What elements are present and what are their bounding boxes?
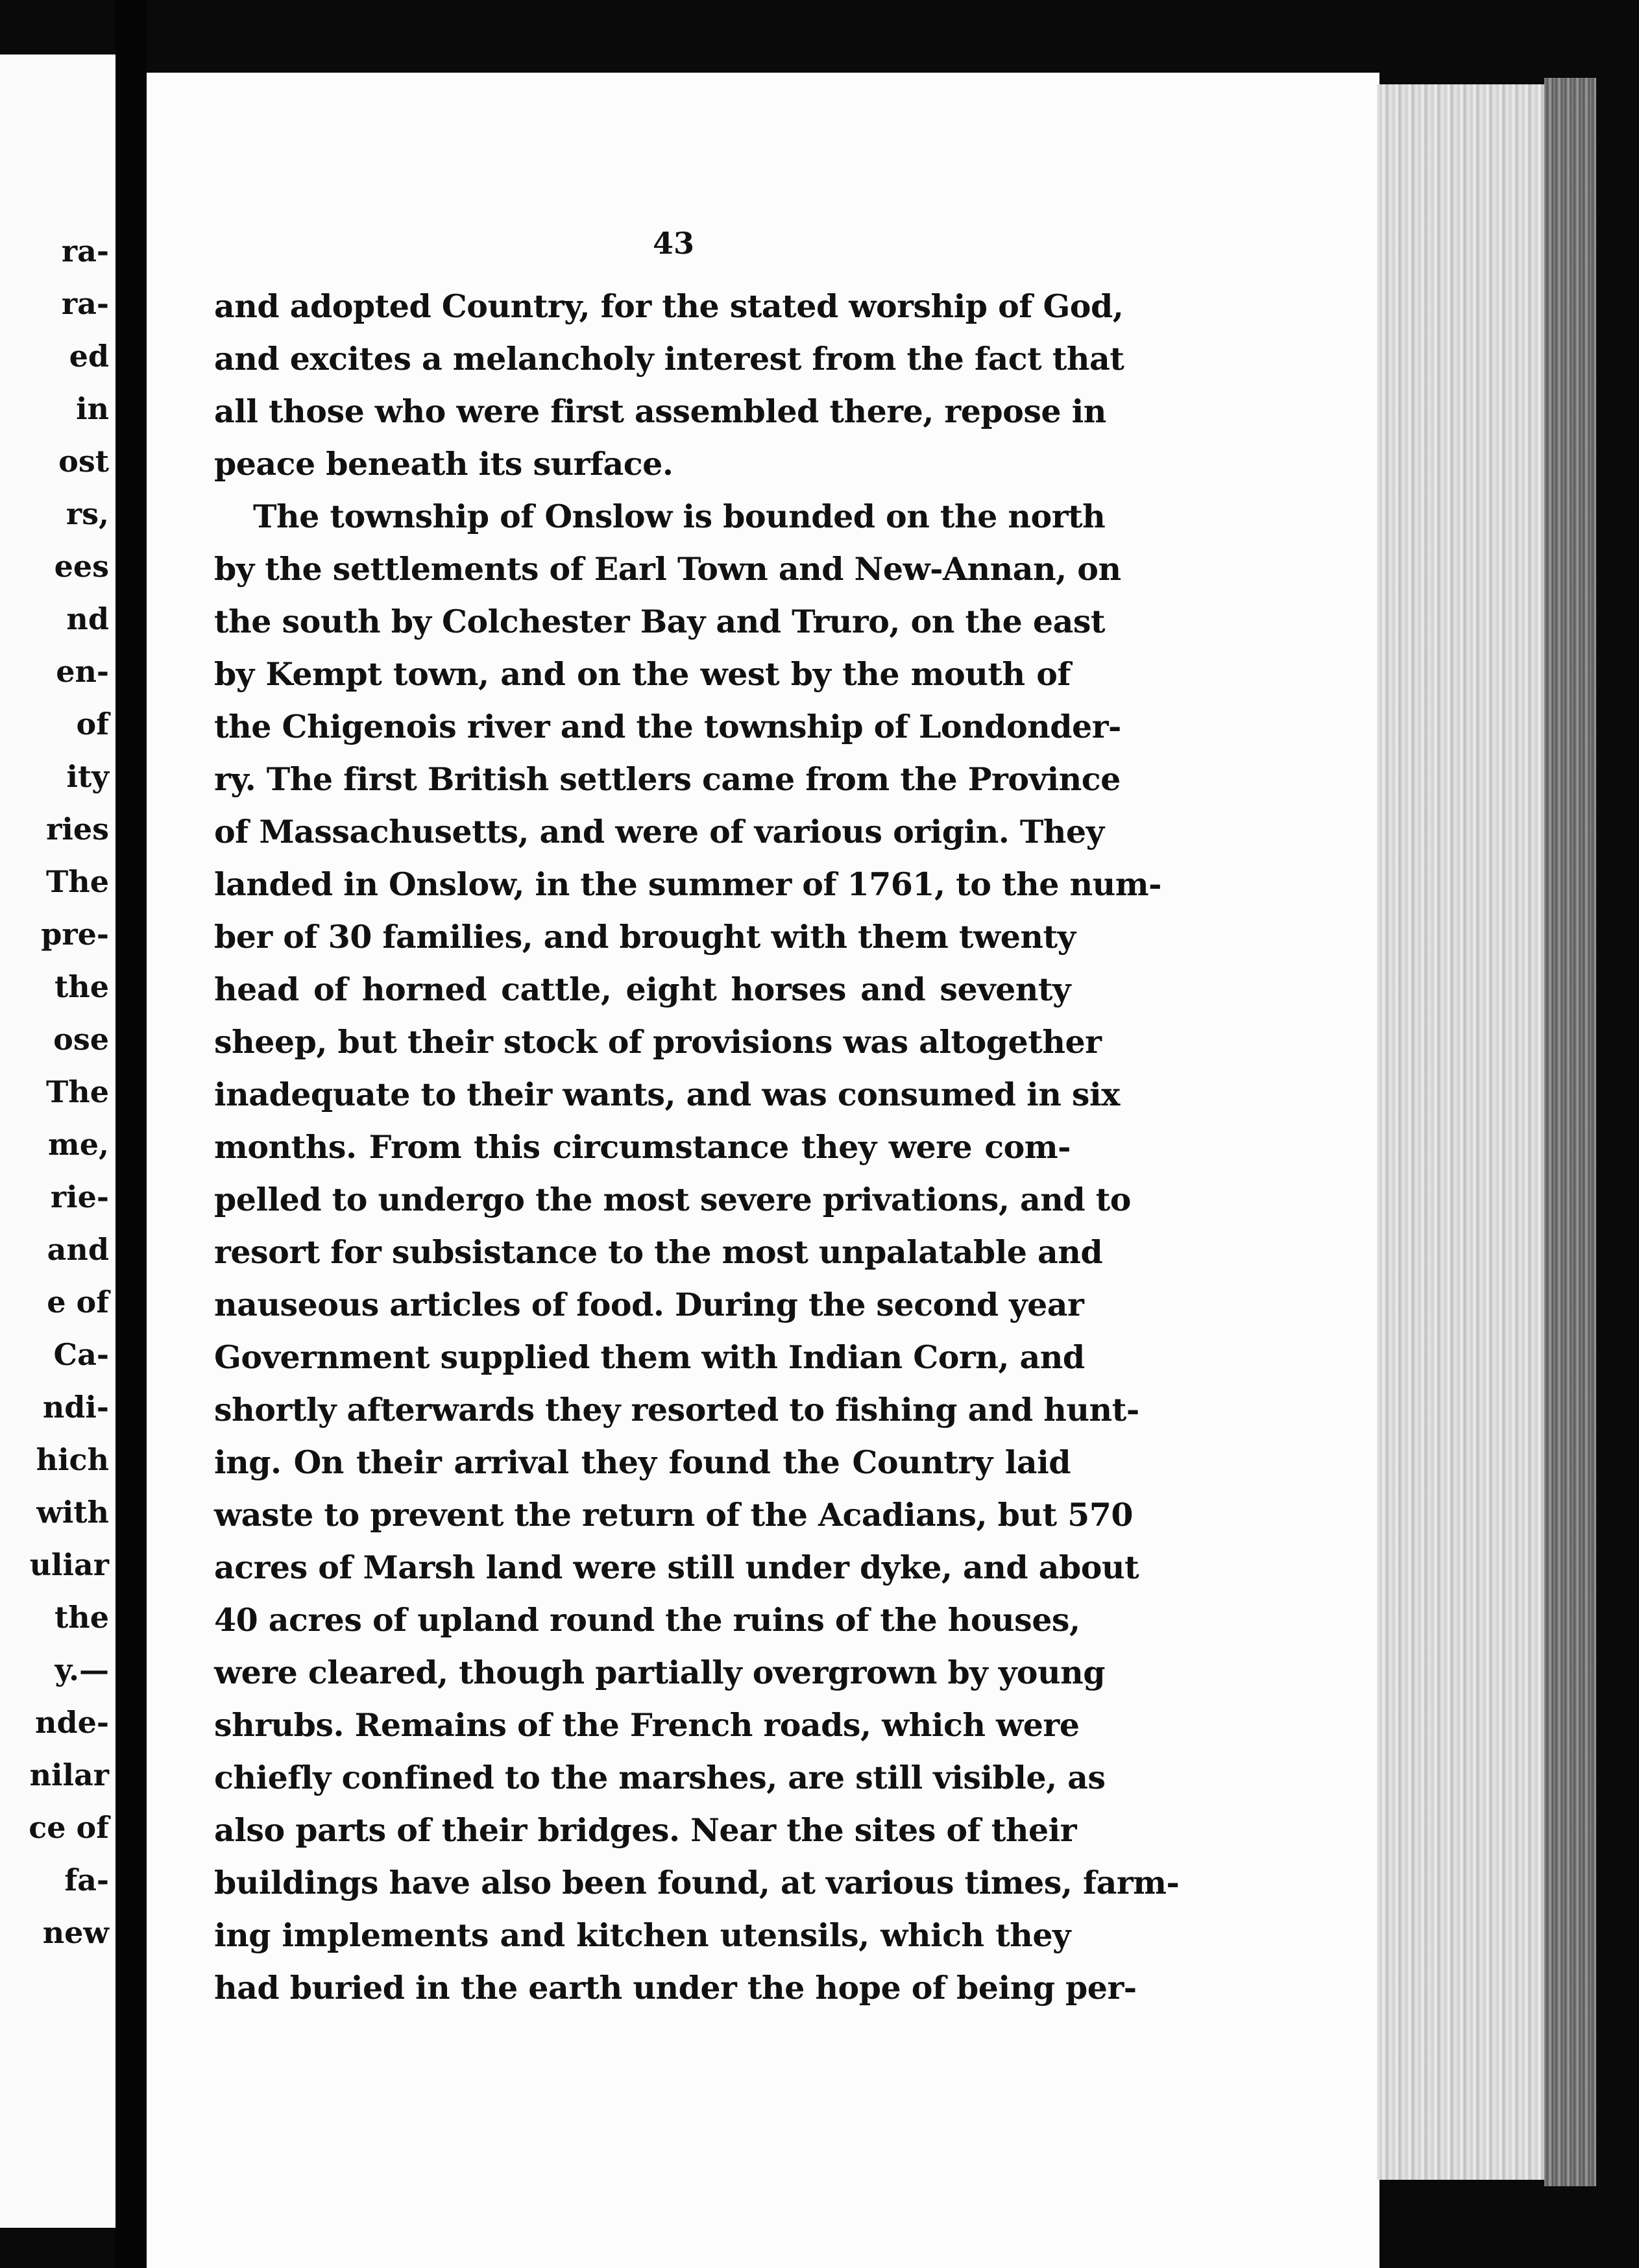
text-line: the south by Colchester Bay and Truro, on the east <box>214 603 1106 640</box>
facing-page-fragment: y.— <box>55 1652 109 1687</box>
facing-page-fragment: ra- <box>61 286 109 321</box>
text-line: inadequate to their wants, and was consumed in six <box>214 1076 1120 1113</box>
facing-page <box>0 54 115 2228</box>
facing-page-fragment: nde- <box>35 1705 109 1740</box>
facing-page-fragment: Ca- <box>53 1337 109 1372</box>
text-line: pelled to undergo the most severe privations, and to <box>214 1181 1131 1218</box>
facing-page-fragment: ees <box>54 549 109 584</box>
text-line: ry. The first British settlers came from the Province <box>214 760 1121 798</box>
text-line: of Massachusetts, and were of various origin. They <box>214 813 1104 850</box>
body-text <box>214 280 1180 2014</box>
facing-page-fragment: The <box>46 864 109 899</box>
text-line: 40 acres of upland round the ruins of the houses, <box>214 1601 1080 1639</box>
facing-page-fragment: uliar <box>29 1547 109 1582</box>
facing-page-fragment: e of <box>47 1285 109 1320</box>
text-line: had buried in the earth under the hope of being per- <box>214 1969 1137 2007</box>
facing-page-fragment: of <box>76 706 109 742</box>
facing-page-fragment: rs, <box>66 496 109 531</box>
facing-page-fragment: rie- <box>50 1179 109 1214</box>
text-line: by the settlements of Earl Town and New-Annan, on <box>214 550 1121 588</box>
text-line: ing implements and kitchen utensils, which they <box>214 1916 1071 1954</box>
facing-page-fragment: ose <box>53 1022 109 1057</box>
facing-page-fragment: and <box>47 1232 109 1267</box>
text-line: and adopted Country, for the stated worship of God, <box>214 287 1124 325</box>
text-line: nauseous articles of food. During the second year <box>214 1286 1084 1323</box>
text-line: sheep, but their stock of provisions was altogether <box>214 1023 1102 1061</box>
text-line: waste to prevent the return of the Acadians, but 570 <box>214 1496 1133 1534</box>
book-gutter <box>115 0 147 2268</box>
facing-page-fragment: nilar <box>29 1757 109 1792</box>
facing-page-fragment: new <box>42 1915 109 1950</box>
facing-page-fragment: me, <box>48 1127 109 1162</box>
text-line: resort for subsistance to the most unpalatable and <box>214 1233 1103 1271</box>
text-line: Government supplied them with Indian Corn, and <box>214 1338 1085 1376</box>
text-line: peace beneath its surface. <box>214 445 674 483</box>
text-line: were cleared, though partially overgrown by young <box>214 1654 1105 1691</box>
text-line: by Kempt town, and on the west by the mouth of <box>214 655 1071 693</box>
facing-page-fragment: ra- <box>61 234 109 269</box>
facing-page-fragment: The <box>46 1074 109 1109</box>
text-line: months. From this circumstance they were com- <box>214 1128 1071 1166</box>
facing-page-fragment: fa- <box>64 1863 109 1898</box>
text-line: buildings have also been found, at various times, farm- <box>214 1864 1180 1901</box>
text-line: chiefly confined to the marshes, are still visible, as <box>214 1759 1106 1796</box>
text-line: all those who were first assembled there, repose in <box>214 392 1106 430</box>
text-line: acres of Marsh land were still under dyke, and about <box>214 1549 1139 1586</box>
facing-page-fragment: ce of <box>29 1810 109 1845</box>
facing-page-fragment: pre- <box>41 917 109 952</box>
text-line: shrubs. Remains of the French roads, which were <box>214 1706 1080 1744</box>
facing-page-fragment: ries <box>46 812 109 847</box>
facing-page-fragment: hich <box>36 1442 109 1477</box>
facing-page-fragment: with <box>36 1495 109 1530</box>
text-line: The township of Onslow is bounded on the north <box>253 498 1106 535</box>
text-line: head of horned cattle, eight horses and seventy <box>214 971 1071 1008</box>
text-line: and excites a melancholy interest from the fact that <box>214 340 1124 378</box>
text-line: ing. On their arrival they found the Country laid <box>214 1443 1071 1481</box>
facing-page-fragment: nd <box>66 601 109 636</box>
facing-page-fragment: ndi- <box>42 1390 109 1425</box>
facing-page-fragment: ed <box>69 339 109 374</box>
facing-page-fragment: in <box>76 391 109 426</box>
text-line: ber of 30 families, and brought with them twenty <box>214 918 1076 956</box>
page-number: 43 <box>653 226 695 261</box>
page-edges-shadow <box>1544 78 1596 2186</box>
text-line: landed in Onslow, in the summer of 1761, to the num- <box>214 865 1161 903</box>
text-line: also parts of their bridges. Near the sites of their <box>214 1811 1077 1849</box>
facing-page-fragment: ity <box>66 759 109 794</box>
facing-page-fragment: the <box>55 1600 109 1635</box>
text-line: shortly afterwards they resorted to fishing and hunt- <box>214 1391 1139 1429</box>
facing-page-fragment: en- <box>56 654 109 689</box>
text-line: the Chigenois river and the township of Londonder- <box>214 708 1121 745</box>
facing-page-fragment: the <box>55 969 109 1004</box>
facing-page-fragment: ost <box>58 444 109 479</box>
